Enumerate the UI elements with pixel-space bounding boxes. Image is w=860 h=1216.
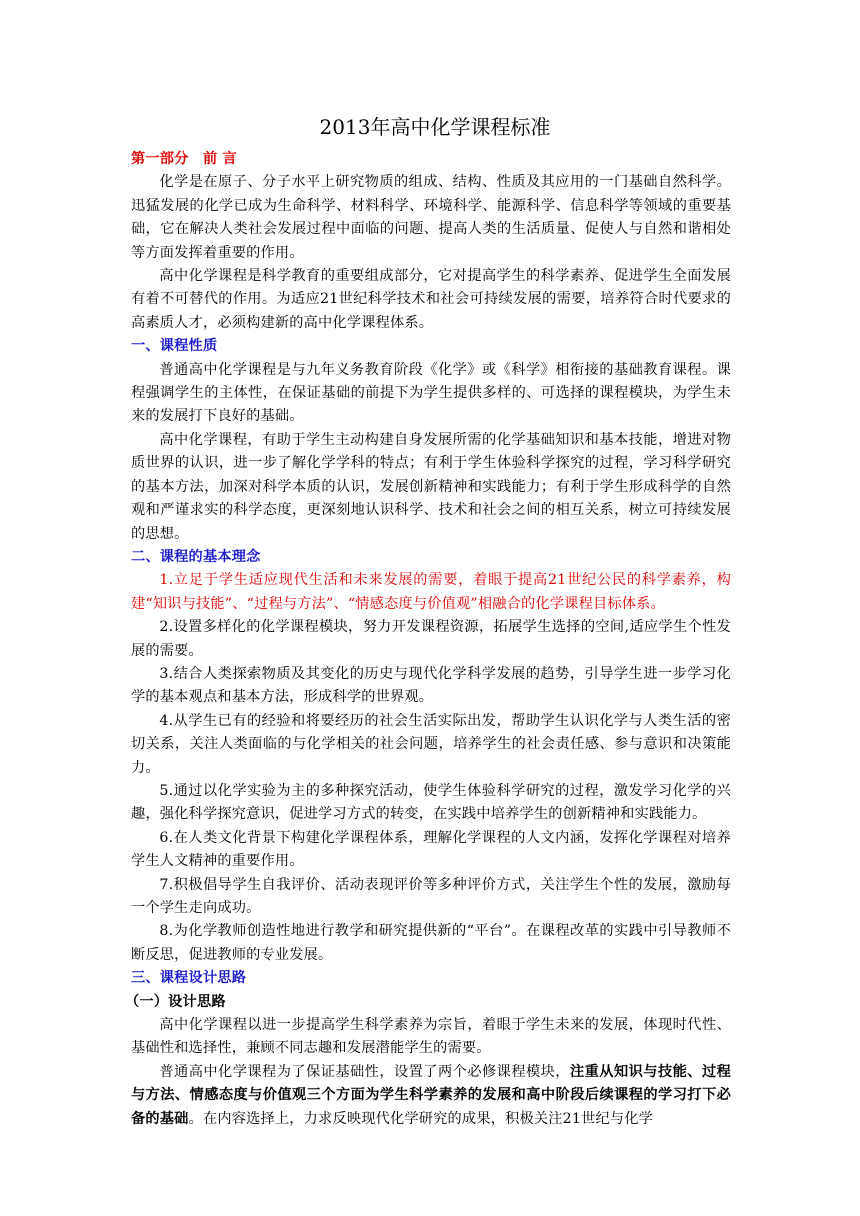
design-paragraph-2-part-a: 普通高中化学课程为了保证基础性，设置了两个必修课程模块，: [159, 1063, 570, 1080]
intro-paragraph-2: 高中化学课程是科学教育的重要组成部分，它对提高学生的科学素养、促进学生全面发展有着不可替代的作用。为适应21世纪科学技术和社会可持续发展的需要，培养符合时代要求的高素质人才，必须构建新的高中化学课程体系。: [131, 268, 731, 331]
design-paragraph-2: [131, 1061, 731, 1131]
principle-item-5: 5.通过以化学实验为主的多种探究活动，使学生体验科学研究的过程，激发学习化学的兴趣，强化科学探究意识，促进学习方式的转变，在实践中培养学生的创新精神和实践能力。: [131, 782, 731, 823]
document-page: [125, 112, 731, 1131]
design-paragraph-2-bold: 注重从知识与技能、过程与方法、情感态度与价值观三个方面为学生科学素养的发展和高中阶段后续课程的学习打下必备的基础: [131, 1063, 731, 1127]
design-paragraph-1: 高中化学课程以进一步提高学生科学素养为宗旨，着眼于学生未来的发展，体现时代性、基础性和选择性，兼顾不同志趣和发展潜能学生的需要。: [131, 1017, 731, 1057]
part-heading: 第一部分 前 言: [131, 151, 237, 167]
principle-item-6: 6.在人类文化背景下构建化学课程体系，理解化学课程的人文内涵，发挥化学课程对培养学生人文精神的重要作用。: [131, 829, 731, 870]
intro-paragraph-1: 化学是在原子、分子水平上研究物质的组成、结构、性质及其应用的一门基础自然科学。迅猛发展的化学已成为生命科学、材料科学、环境科学、能源科学、信息科学等领域的重要基础，它在解决人类社会发展过程中面临的问题、提高人类的生活质量、促使人与自然和谐相处等方面发挥着重要的作用。: [131, 174, 731, 261]
section-heading-principles: 二、课程的基本理念: [131, 548, 261, 565]
principle-item-7: 7.积极倡导学生自我评价、活动表现评价等多种评价方式，关注学生个性的发展，激励每一个学生走向成功。: [131, 876, 731, 916]
nature-paragraph-2: 高中化学课程，有助于学生主动构建自身发展所需的化学基础知识和基本技能，增进对物质世界的认识，进一步了解化学学科的特点；有利于学生体验科学探究的过程，学习科学研究的基本方法，加深对科学本质的认识，发展创新精神和实践能力；有利于学生形成科学的自然观和严谨求实的科学态度，更深刻地认识科学、技术和社会之间的相互关系，树立可持续发展的思想。: [131, 431, 731, 542]
subsection-heading: （一）设计思路: [125, 993, 226, 1010]
principle-item-3: 3.结合人类探索物质及其变化的历史与现代化学科学发展的趋势，引导学生进一步学习化学的基本观点和基本方法，形成科学的世界观。: [131, 665, 731, 706]
document-title: 2013年高中化学课程标准: [319, 115, 551, 139]
principle-item-8: 8.为化学教师创造性地进行教学和研究提供新的“平台”。在课程改革的实践中引导教师不断反思，促进教师的专业发展。: [131, 923, 731, 963]
principle-item-2: 2.设置多样化的化学课程模块，努力开发课程资源，拓展学生选择的空间,适应学生个性发展的需要。: [131, 619, 731, 659]
principle-item-4: 4.从学生已有的经验和将要经历的社会生活实际出发，帮助学生认识化学与人类生活的密切关系，关注人类面临的与化学相关的社会问题，培养学生的社会责任感、参与意识和决策能力。: [131, 712, 731, 776]
principle-item-1: 1.立足于学生适应现代生活和未来发展的需要，着眼于提高21世纪公民的科学素养，构建“知识与技能”、“过程与方法”、“情感态度与价值观”相融合的化学课程目标体系。: [131, 572, 731, 612]
section-heading-nature: 一、课程性质: [131, 338, 218, 355]
section-heading-design: 三、课程设计思路: [131, 970, 247, 987]
design-paragraph-2-part-b: 。在内容选择上，力求反映现代化学研究的成果，积极关注21世纪与化学: [188, 1110, 654, 1127]
nature-paragraph-1: 普通高中化学课程是与九年义务教育阶段《化学》或《科学》相衔接的基础教育课程。课程强调学生的主体性，在保证基础的前提下为学生提供多样的、可选择的课程模块，为学生未来的发展打下良好的基础。: [131, 361, 731, 425]
